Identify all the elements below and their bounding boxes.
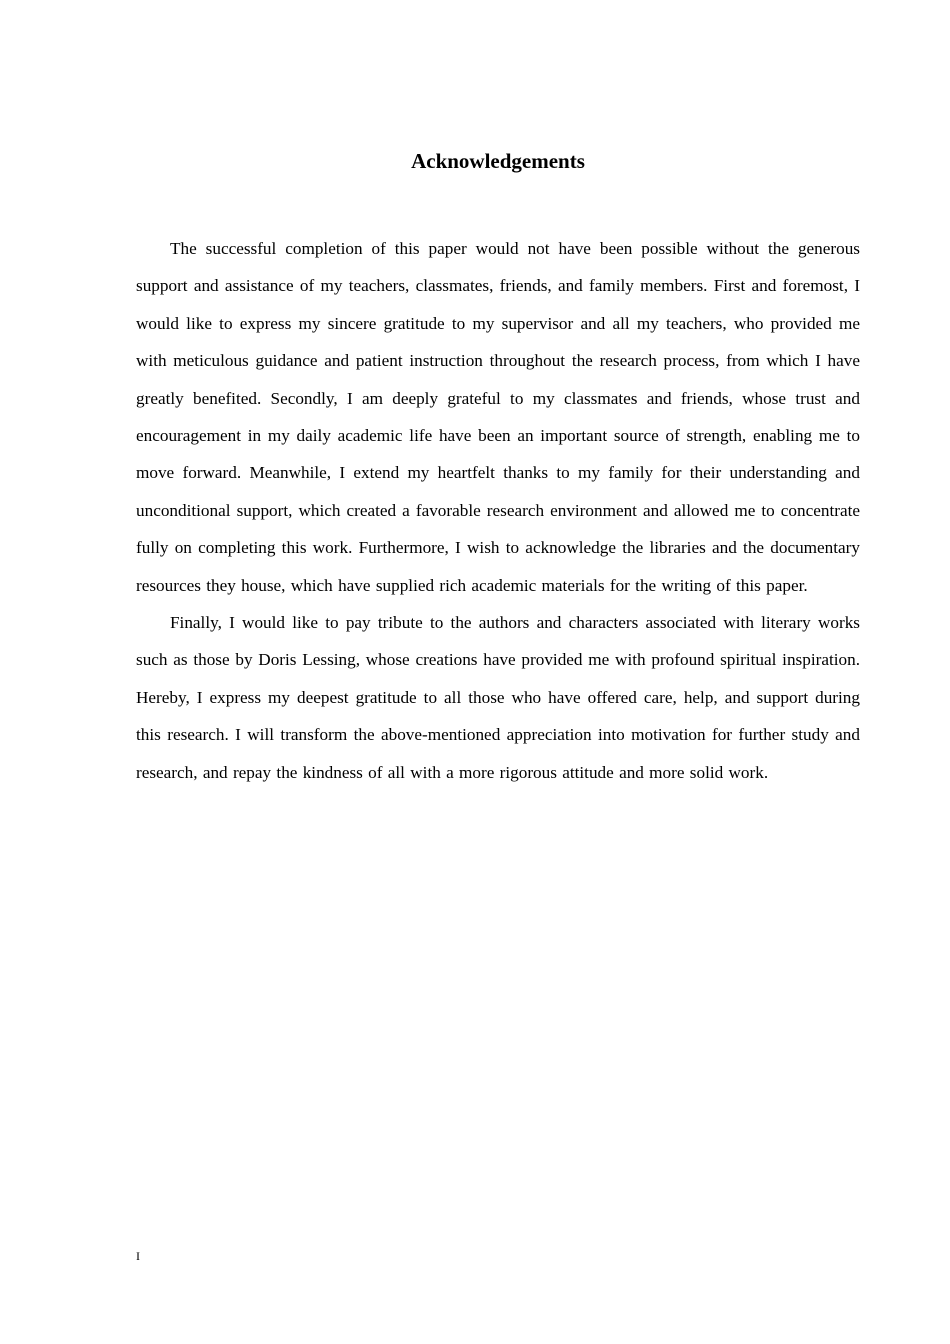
paragraph-1: The successful completion of this paper would not have been possible without the generous support and assistance of my teachers, classmates, friends, and family members. First and foremost, I would like to express my sincere gratitude to my supervisor and all my teachers, who provided me with meticulous guidance and patient instruction throughout the research process, from which I have greatly benefited. Secondly, I am deeply grateful to my classmates and friends, whose trust and encouragement in my daily academic life have been an important source of strength, enabling me to move forward. Meanwhile, I extend my heartfelt thanks to my family for their understanding and unconditional support, which created a favorable research environment and allowed me to concentrate fully on completing this work. Furthermore, I wish to acknowledge the libraries and the documentary resources they house, which have supplied rich academic materials for the writing of this paper. xyxy=(136,239,860,595)
body-text xyxy=(136,230,860,791)
paragraph-2: Finally, I would like to pay tribute to the authors and characters associated with literary works such as those by Doris Lessing, whose creations have provided me with profound spiritual inspiration. Hereby, I express my deepest gratitude to all those who have offered care, help, and support during this research. I will transform the above-mentioned appreciation into motivation for further study and research, and repay the kindness of all with a more rigorous attitude and more solid work. xyxy=(136,613,860,782)
page-number: I xyxy=(136,1249,140,1263)
page-title: Acknowledgements xyxy=(411,149,585,173)
